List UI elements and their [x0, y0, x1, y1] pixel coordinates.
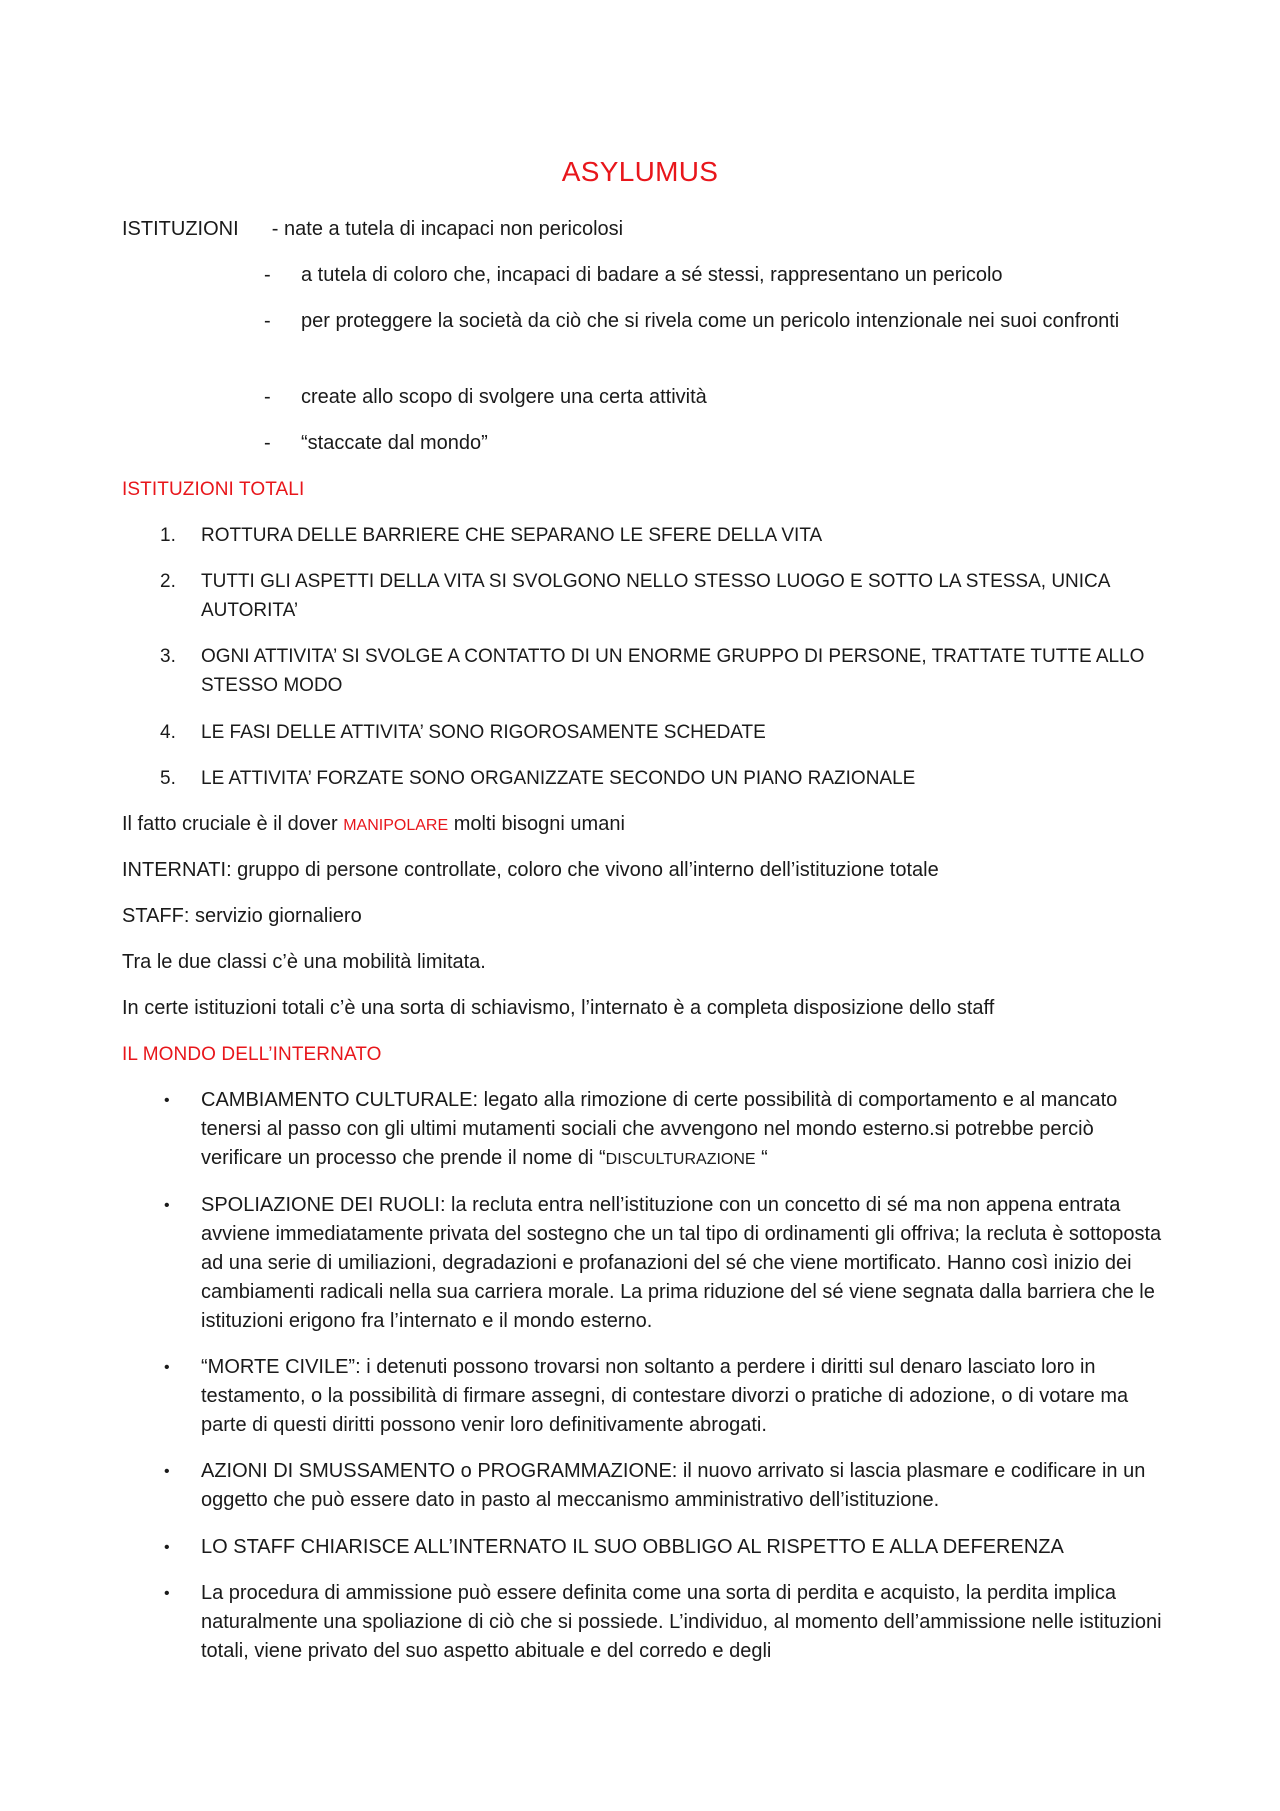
number-marker: 5.	[160, 768, 176, 789]
bullet-marker: •	[164, 1359, 170, 1376]
mondo-bullet-text: “MORTE CIVILE”: i detenuti possono trovarsi non soltanto a perdere i diritti sul denaro lasciato loro in testamento, o la possibilità di firmare assegni, di contestare divorzi o pratiche di adozione, o di votare ma parte di questi diritti possono venir loro definitivamente abrogati.	[201, 1356, 1129, 1436]
istituzioni-item-text: create allo scopo di svolgere una certa attività	[301, 386, 707, 408]
totali-item-text: LE FASI DELLE ATTIVITA’ SONO RIGOROSAMENTE SCHEDATE	[201, 722, 766, 743]
bullet-marker: •	[164, 1463, 170, 1480]
dash-marker: -	[264, 386, 271, 408]
number-marker: 1.	[160, 525, 176, 546]
page-title: ASYLUMUS	[561, 156, 719, 187]
totali-item-text: OGNI ATTIVITA’ SI SVOLGE A CONTATTO DI UN ENORME GRUPPO DI PERSONE, TRATTATE TUTTE ALLO STESSO MODO	[201, 646, 1145, 696]
b1-small: DISCULTURAZIONE	[605, 1151, 756, 1168]
istituzioni-line	[122, 215, 623, 244]
mondo-bullet-text: LO STAFF CHIARISCE ALL’INTERNATO IL SUO OBBLIGO AL RISPETTO E ALLA DEFERENZA	[201, 1536, 1064, 1558]
section-heading-mondo: IL MONDO DELL’INTERNATO	[122, 1044, 382, 1065]
paragraph-staff: STAFF: servizio giornaliero	[122, 905, 362, 927]
mondo-bullet-text	[201, 1086, 1166, 1174]
paragraph-mobilita: Tra le due classi c’è una mobilità limitata.	[122, 951, 486, 973]
fatto-post: molti bisogni umani	[448, 813, 625, 835]
fatto-highlight: MANIPOLARE	[343, 817, 449, 834]
mondo-bullet-text: La procedura di ammissione può essere definita come una sorta di perdita e acquisto, la perdita implica naturalmente una spoliazione di ciò che si possiede. L’individuo, al momento dell’ammissione nelle istituzioni totali, viene privato del suo aspetto abituale e del corredo e degli	[201, 1582, 1162, 1662]
istituzioni-item-text: per proteggere la società da ciò che si rivela come un pericolo intenzionale nei suoi confronti	[301, 310, 1120, 332]
number-marker: 3.	[160, 646, 176, 667]
bullet-marker: •	[164, 1585, 170, 1602]
totali-item-text: TUTTI GLI ASPETTI DELLA VITA SI SVOLGONO NELLO STESSO LUOGO E SOTTO LA STESSA, UNICA AUTORITA’	[201, 571, 1110, 621]
section-heading-totali: ISTITUZIONI TOTALI	[122, 479, 305, 500]
istituzioni-item-text: “staccate dal mondo”	[301, 432, 488, 454]
dash-marker: -	[264, 432, 271, 454]
paragraph-fatto	[122, 810, 625, 840]
istituzioni-item-text: a tutela di coloro che, incapaci di badare a sé stessi, rappresentano un pericolo	[301, 264, 1003, 286]
bullet-marker: •	[164, 1092, 170, 1109]
bullet-marker: •	[164, 1197, 170, 1214]
b1-text: CAMBIAMENTO CULTURALE: legato alla rimozione di certe possibilità di comportamento e al mancato tenersi al passo con gli ultimi mutamenti sociali che avvengono nel mondo esterno.si potrebbe perciò verificare un processo che prende il nome di “	[201, 1089, 1118, 1169]
number-marker: 4.	[160, 722, 176, 743]
totali-item-text: ROTTURA DELLE BARRIERE CHE SEPARANO LE SFERE DELLA VITA	[201, 525, 823, 546]
dash-marker: -	[264, 310, 271, 332]
fatto-pre: Il fatto cruciale è il dover	[122, 813, 344, 835]
totali-item-text: LE ATTIVITA’ FORZATE SONO ORGANIZZATE SECONDO UN PIANO RAZIONALE	[201, 768, 916, 789]
istituzioni-label: ISTITUZIONI	[122, 218, 239, 240]
dash-marker: -	[264, 264, 271, 286]
b1-tail: “	[755, 1147, 768, 1169]
istituzioni-first: - nate a tutela di incapaci non pericolosi	[271, 218, 624, 240]
mondo-bullet-text: SPOLIAZIONE DEI RUOLI: la recluta entra nell’istituzione con un concetto di sé ma non appena entrata avviene immediatamente privata del sostegno che un tal tipo di ordinamenti gli offriva; la recluta è sottoposta ad una serie di umiliazioni, degradazioni e profanazioni del sé che viene mortificato. Hanno così inizio dei cambiamenti radicali nella sua carriera morale. La prima riduzione del sé viene segnata dalla barriera che le istituzioni erigono fra l’internato e il mondo esterno.	[201, 1194, 1162, 1332]
bullet-marker: •	[164, 1539, 170, 1556]
number-marker: 2.	[160, 571, 176, 592]
paragraph-schiavismo: In certe istituzioni totali c’è una sorta di schiavismo, l’internato è a completa disposizione dello staff	[122, 997, 995, 1019]
mondo-bullet-text: AZIONI DI SMUSSAMENTO o PROGRAMMAZIONE: il nuovo arrivato si lascia plasmare e codificare in un oggetto che può essere dato in pasto al meccanismo amministrativo dell’istituzione.	[201, 1460, 1146, 1511]
paragraph-internati: INTERNATI: gruppo di persone controllate, coloro che vivono all’interno dell’istituzione totale	[122, 859, 939, 881]
